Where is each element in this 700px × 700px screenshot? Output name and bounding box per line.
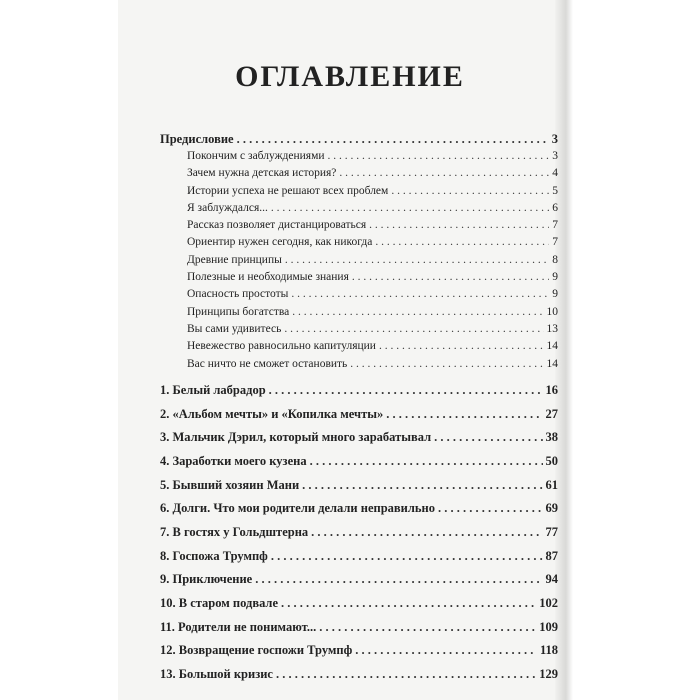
toc-entry-label: Зачем нужна детская история?	[187, 167, 337, 180]
toc-chapter	[160, 478, 558, 502]
toc-page-number: 8	[552, 253, 558, 266]
toc-page-number: 61	[545, 477, 558, 492]
dot-leader	[237, 132, 549, 147]
toc-page-number: 14	[546, 357, 558, 370]
toc-entry-label: Полезные и необходимые знания	[187, 271, 349, 284]
toc-entry-label: 7. В гостях у Гольдштерна	[160, 524, 309, 539]
dot-leader	[310, 454, 543, 469]
toc-chapter	[160, 596, 558, 620]
toc-page-number: 9	[552, 288, 558, 301]
dot-leader	[339, 167, 549, 179]
dot-leader	[355, 643, 537, 658]
dot-leader	[271, 549, 543, 564]
toc-entry-label: Невежество равносильно капитуляции	[187, 340, 376, 353]
dot-leader	[269, 383, 543, 398]
toc-page-number: 87	[545, 548, 558, 563]
toc-entry-label: Вас ничто не сможет остановить	[187, 357, 348, 370]
dot-leader	[369, 219, 549, 231]
dot-leader	[319, 620, 536, 635]
toc-page-number: 102	[539, 596, 558, 611]
toc-chapter	[160, 383, 558, 407]
toc-chapter	[160, 667, 558, 691]
toc-subentry	[160, 150, 558, 167]
toc-page-number: 3	[552, 150, 558, 162]
toc-entry-label: Истории успеха не решают всех проблем	[187, 184, 389, 197]
toc-subentry	[160, 254, 558, 271]
toc-page-number: 94	[545, 572, 558, 587]
toc-entry-label: 8. Госпожа Трумпф	[160, 548, 268, 563]
toc-entry-label: 12. Возвращение госпожи Трумпф	[160, 643, 353, 658]
toc-entry-label: Я заблуждался...	[187, 201, 268, 214]
toc-chapter	[160, 549, 558, 573]
toc-page-number: 7	[552, 219, 558, 232]
toc-chapter	[160, 620, 558, 644]
toc-entry-label: Принципы богатства	[187, 305, 290, 318]
toc-page-number: 38	[545, 430, 558, 445]
toc-entry-label: 10. В старом подвале	[160, 596, 278, 611]
toc-entry-preface	[160, 132, 558, 150]
table-of-contents	[160, 123, 558, 691]
toc-entry-label: Опасность простоты	[187, 288, 289, 301]
toc-entry-label: 3. Мальчик Дэрил, который много зарабатывал	[160, 430, 432, 445]
toc-chapter	[160, 501, 558, 525]
dot-leader	[271, 202, 549, 214]
toc-entry-label: Ориентир нужен сегодня, как никогда	[187, 236, 373, 249]
toc-entry-label: 2. «Альбом мечты» и «Копилка мечты»	[160, 406, 384, 421]
toc-chapter	[160, 525, 558, 549]
toc-entry-label: 4. Заработки моего кузена	[160, 453, 307, 468]
toc-page-number: 3	[551, 132, 558, 146]
toc-entry-label: 13. Большой кризис	[160, 667, 273, 682]
toc-page-number: 6	[552, 201, 558, 214]
dot-leader	[328, 150, 550, 162]
toc-subentry	[160, 185, 558, 202]
toc-subentry	[160, 306, 558, 323]
dot-leader	[352, 271, 549, 283]
dot-leader	[284, 323, 543, 335]
dot-leader	[292, 306, 543, 318]
toc-page-number: 118	[539, 643, 558, 658]
toc-entry-label: 11. Родители не понимают...	[160, 619, 317, 634]
dot-leader	[276, 667, 536, 682]
toc-entry-label: Предисловие	[160, 132, 234, 146]
toc-subentry	[160, 271, 558, 288]
toc-subentry	[160, 358, 558, 375]
toc-entry-label: Покончим с заблуждениями	[187, 150, 325, 162]
toc-chapter	[160, 454, 558, 478]
toc-page-number: 10	[546, 305, 558, 318]
dot-leader	[386, 407, 542, 422]
toc-subentry	[160, 323, 558, 340]
toc-chapter	[160, 572, 558, 596]
toc-page-number: 13	[546, 322, 558, 335]
toc-page-number: 129	[539, 667, 558, 682]
toc-subentry	[160, 202, 558, 219]
toc-chapter	[160, 407, 558, 431]
toc-entry-label: 5. Бывший хозяин Мани	[160, 477, 300, 492]
toc-entry-label: Древние принципы	[187, 253, 282, 266]
dot-leader	[434, 430, 542, 445]
toc-subentry	[160, 219, 558, 236]
dot-leader	[379, 340, 544, 352]
toc-entry-label: 6. Долги. Что мои родители делали неправильно	[160, 501, 435, 516]
dot-leader	[285, 254, 549, 266]
toc-page-number: 109	[539, 619, 558, 634]
toc-entry-label: 1. Белый лабрадор	[160, 382, 266, 397]
toc-chapter	[160, 430, 558, 454]
toc-subentry	[160, 236, 558, 253]
toc-subentry	[160, 288, 558, 305]
dot-leader	[281, 596, 536, 611]
dot-leader	[311, 525, 542, 540]
dot-leader	[350, 358, 543, 370]
toc-entry-label: Рассказ позволяет дистанцироваться	[187, 219, 367, 232]
toc-page-number: 14	[546, 340, 558, 353]
toc-entry-label: Вы сами удивитесь	[187, 322, 282, 335]
dot-leader	[391, 185, 549, 197]
toc-page-number: 27	[545, 406, 558, 421]
toc-subentry	[160, 167, 558, 184]
toc-page-number: 5	[552, 184, 558, 197]
toc-page-number: 77	[545, 524, 558, 539]
toc-page-number: 7	[552, 236, 558, 249]
dot-leader	[291, 288, 549, 300]
toc-page-number: 9	[552, 271, 558, 284]
toc-page-number: 50	[545, 453, 558, 468]
dot-leader	[375, 236, 549, 248]
toc-page-number: 69	[545, 501, 558, 516]
dot-leader	[302, 478, 542, 493]
toc-subentry	[160, 340, 558, 357]
dot-leader	[255, 572, 542, 587]
toc-entry-label: 9. Приключение	[160, 572, 253, 587]
toc-page-number: 16	[545, 382, 558, 397]
dot-leader	[438, 501, 543, 516]
toc-page-number: 4	[552, 167, 558, 180]
toc-chapter	[160, 643, 558, 667]
page-title: ОГЛАВЛЕНИЕ	[235, 60, 465, 93]
